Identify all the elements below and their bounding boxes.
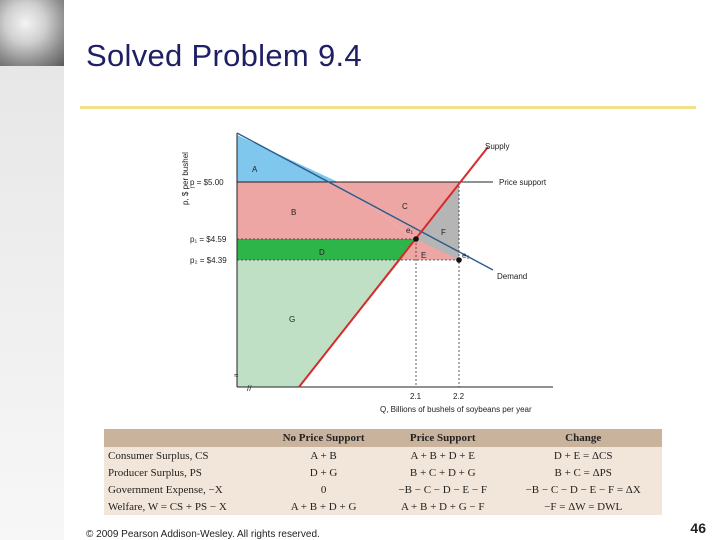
- table-header-row: [104, 429, 662, 447]
- x-axis-label: Q, Billions of bushels of soybeans per year: [380, 405, 532, 414]
- price-support-label: Price support: [499, 178, 547, 187]
- table-cell: Producer Surplus, PS: [108, 466, 202, 479]
- area-label-c: C: [402, 202, 408, 211]
- table-cell: B + C = ΔPS: [554, 466, 612, 479]
- table-cell: A + B + D + E: [410, 449, 475, 462]
- y-axis-label: p, $ per bushel: [181, 152, 190, 205]
- table-cell: −B − C − D − E − F = ΔX: [525, 483, 641, 496]
- area-a: [237, 135, 338, 182]
- table-header: No Price Support: [266, 429, 381, 447]
- table-row: [104, 498, 662, 515]
- table-cell: 0: [320, 483, 327, 496]
- point-label-e2: e₂: [462, 251, 470, 260]
- area-label-f: F: [441, 228, 446, 237]
- table-cell: A + B: [310, 449, 337, 462]
- title-divider: [80, 106, 696, 109]
- table-cell: B + C + D + G: [409, 466, 476, 479]
- table-cell: D + G: [309, 466, 338, 479]
- table-header: Change: [504, 429, 662, 447]
- table-cell: D + E = ΔCS: [553, 449, 613, 462]
- decorative-sidebar: [0, 66, 64, 540]
- table-row: [104, 447, 662, 464]
- price-label-p1: p₁ = $4.59: [190, 235, 227, 244]
- table-cell: A + B + D + G: [290, 500, 357, 513]
- point-e2: [456, 257, 462, 263]
- demand-label: Demand: [497, 272, 528, 281]
- supply-label: Supply: [485, 142, 510, 151]
- area-d: [237, 239, 416, 260]
- svg-text:≈: ≈: [234, 371, 239, 380]
- decorative-cube-image: [0, 0, 64, 66]
- table-cell: Welfare, W = CS + PS − X: [108, 500, 227, 513]
- point-e1: [413, 236, 419, 242]
- slide-title: Solved Problem 9.4: [86, 38, 362, 73]
- area-label-b: B: [291, 208, 297, 217]
- price-support-diagram: [168, 125, 568, 420]
- table-cell: Consumer Surplus, CS: [108, 449, 209, 462]
- quantity-label-2-1: 2.1: [410, 392, 422, 401]
- point-label-e1: e₁: [406, 226, 414, 235]
- table-cell: −B − C − D − E − F: [398, 483, 487, 496]
- price-label-p2: p₂ = $4.39: [190, 256, 227, 265]
- area-g: [237, 260, 401, 387]
- area-label-a: A: [252, 165, 258, 174]
- table-row: [104, 464, 662, 481]
- price-label-support: p̲ = $5.00: [190, 178, 224, 187]
- table-cell: −F = ΔW = DWL: [544, 500, 623, 513]
- slide-number: 46: [690, 520, 706, 536]
- welfare-table: [104, 429, 662, 515]
- area-label-e: E: [421, 251, 427, 260]
- area-label-g: G: [289, 315, 296, 324]
- area-label-d: D: [319, 248, 325, 257]
- table-row: [104, 481, 662, 498]
- svg-text://: //: [247, 384, 252, 393]
- table-header: [104, 429, 266, 447]
- table-cell: A + B + D + G − F: [400, 500, 485, 513]
- table-header: Price Support: [381, 429, 504, 447]
- quantity-label-2-2: 2.2: [453, 392, 465, 401]
- table-cell: Government Expense, −X: [108, 483, 223, 496]
- copyright-footer: © 2009 Pearson Addison-Wesley. All rights reserved.: [86, 529, 320, 540]
